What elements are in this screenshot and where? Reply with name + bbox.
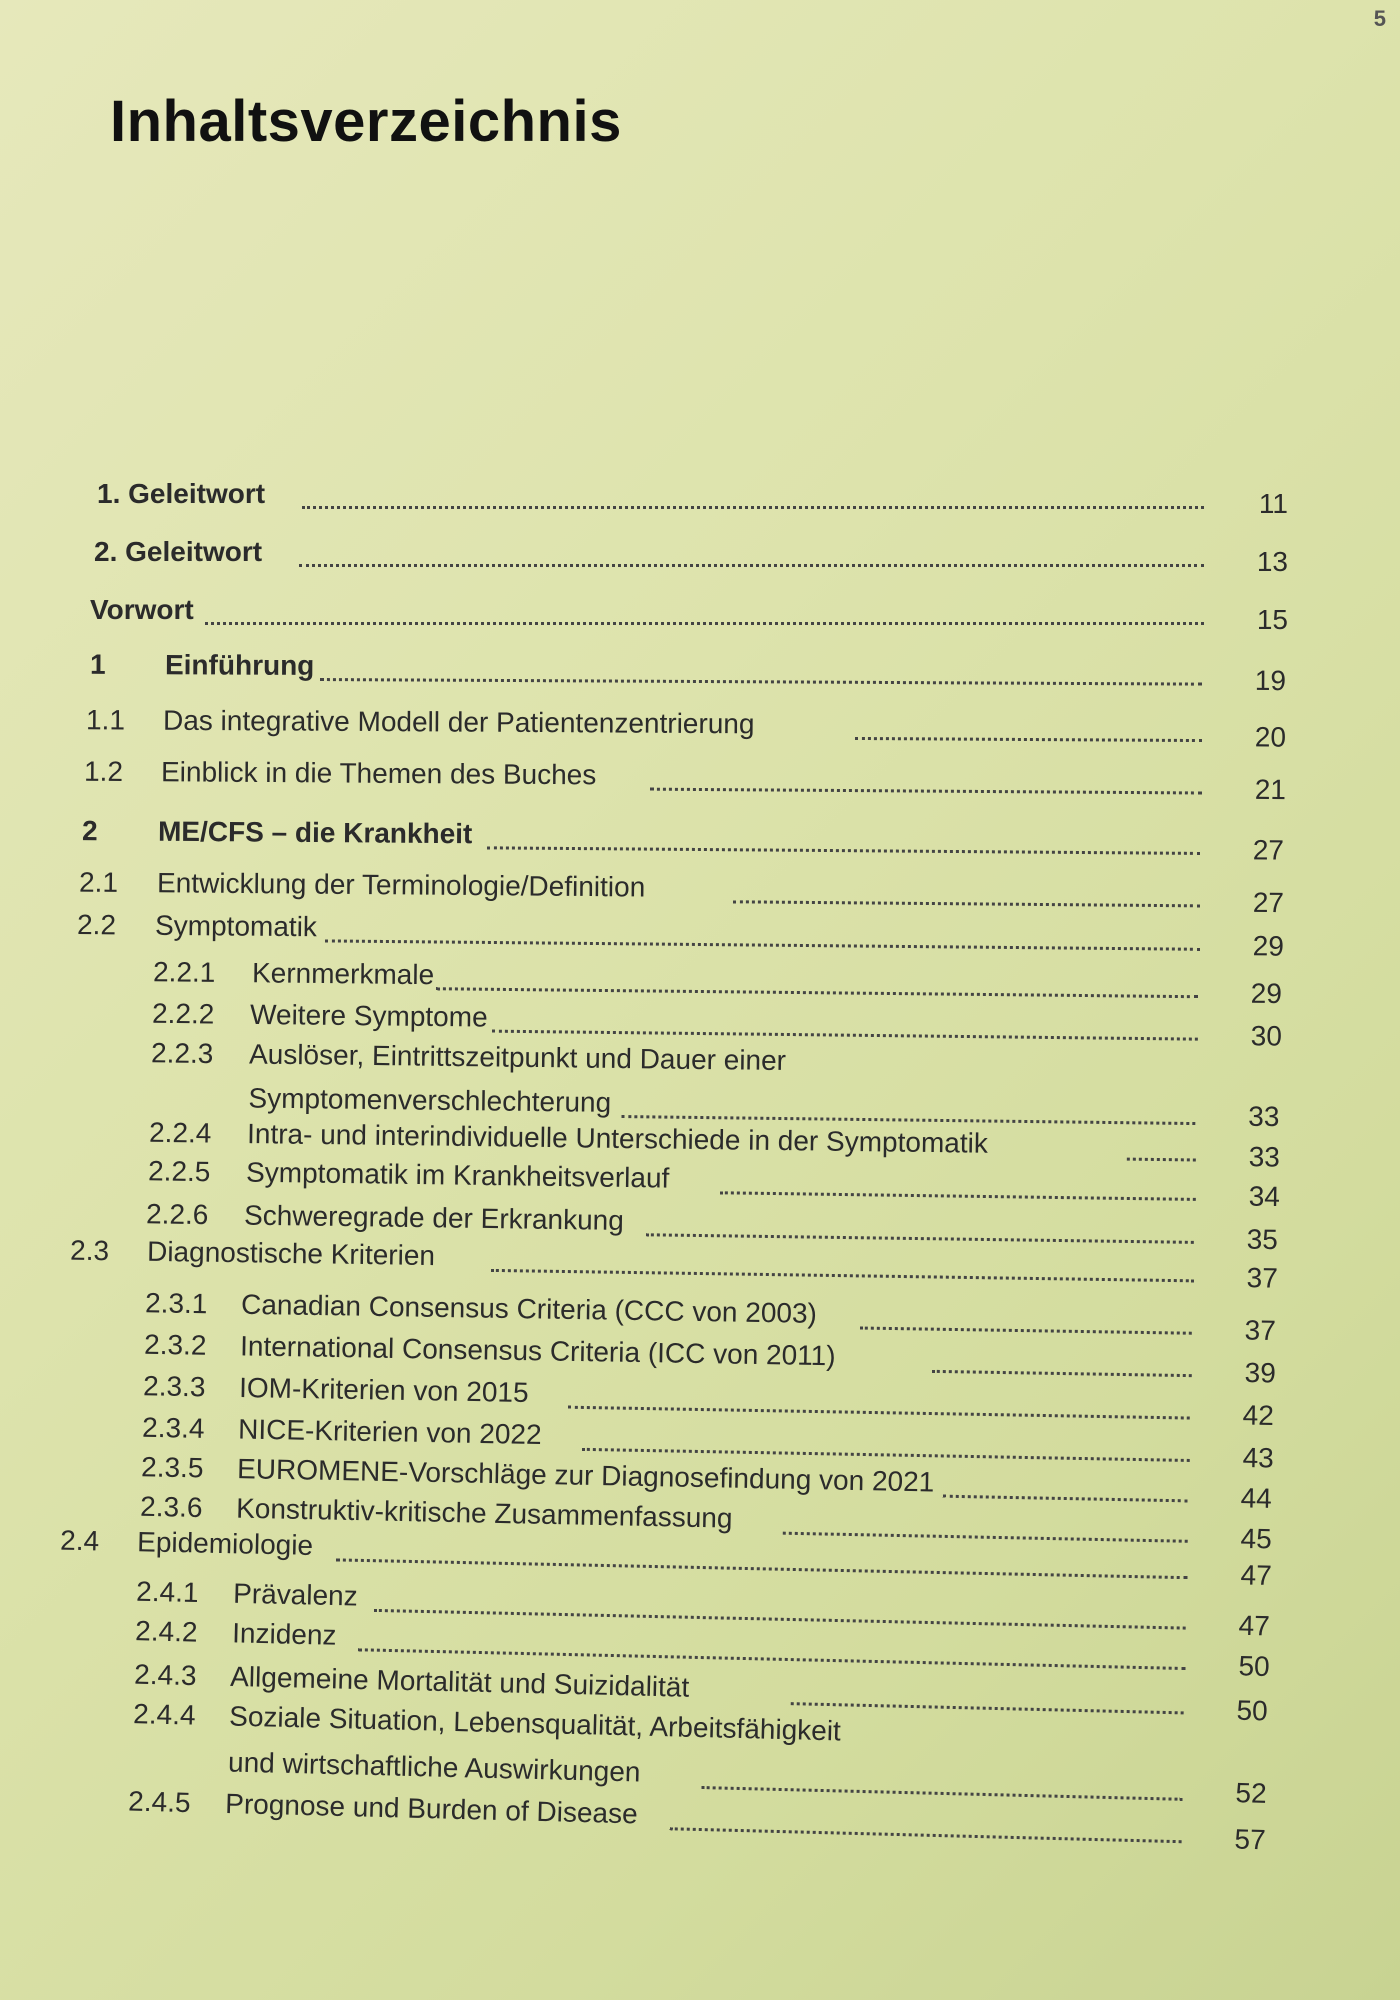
toc-leader-dots bbox=[649, 788, 1202, 795]
page-title: Inhaltsverzeichnis bbox=[110, 89, 622, 154]
toc-entry[interactable] bbox=[0, 594, 1400, 638]
toc-leader-dots bbox=[487, 846, 1200, 855]
toc-entry-number: 2.3.1 bbox=[144, 1287, 208, 1320]
toc-entry[interactable] bbox=[0, 648, 1400, 699]
toc-entry-number: 2.3.6 bbox=[139, 1490, 203, 1524]
toc-entry-label: Inzidenz bbox=[231, 1617, 337, 1651]
toc-entry-number: 2 bbox=[81, 815, 98, 847]
toc-entry-number: 2.2.4 bbox=[148, 1116, 212, 1149]
toc-entry-number: 2.2.2 bbox=[151, 997, 215, 1030]
toc-entry-number: 2.2.5 bbox=[147, 1155, 211, 1188]
toc-entry-label: Einblick in die Themen des Buches bbox=[160, 756, 597, 791]
toc-entry-page: 33 bbox=[1248, 1100, 1280, 1133]
toc-leader-dots bbox=[702, 1786, 1183, 1801]
toc-entry-label: ME/CFS – die Krankheit bbox=[157, 815, 473, 850]
toc-entry-label: Canadian Consensus Criteria (CCC von 2003) bbox=[240, 1288, 818, 1329]
toc-entry-number: Vorwort bbox=[90, 594, 194, 625]
toc-entry-number: 2.4.3 bbox=[133, 1658, 197, 1692]
toc-entry-label: NICE-Kriterien von 2022 bbox=[237, 1413, 542, 1451]
toc-entry-label: Symptomatik bbox=[154, 909, 318, 943]
toc-entry-label-continued: und wirtschaftliche Auswirkungen bbox=[227, 1746, 641, 1788]
toc-leader-dots bbox=[320, 678, 1202, 686]
toc-entry[interactable] bbox=[0, 704, 1400, 757]
toc-entry-page: 42 bbox=[1242, 1399, 1275, 1432]
toc-leader-dots bbox=[581, 1448, 1189, 1462]
toc-entry-page: 52 bbox=[1235, 1777, 1268, 1809]
toc-entry-label: Prävalenz bbox=[232, 1577, 359, 1612]
toc-entry[interactable] bbox=[0, 536, 1400, 580]
toc-entry-page: 27 bbox=[1252, 834, 1285, 866]
toc-entry-label: Symptomatik im Krankheitsverlauf bbox=[245, 1156, 670, 1194]
page-number: 5 bbox=[1373, 6, 1386, 31]
toc-leader-dots bbox=[943, 1495, 1188, 1503]
toc-entry-label: Prognose und Burden of Disease bbox=[224, 1787, 639, 1830]
toc-entry-label: Auslöser, Eintrittszeitpunkt und Dauer einer bbox=[248, 1038, 787, 1077]
toc-entry[interactable] bbox=[0, 755, 1400, 809]
toc-entry-label-continued: Symptomenverschlechterung bbox=[248, 1082, 612, 1118]
toc-entry-page: 50 bbox=[1238, 1650, 1271, 1682]
toc-leader-dots bbox=[670, 1827, 1182, 1843]
toc-entry-label: Soziale Situation, Lebensqualität, Arbeitsfähigkeit bbox=[228, 1700, 842, 1747]
toc-entry-page: 39 bbox=[1244, 1357, 1277, 1389]
toc-entry-label: IOM-Kriterien von 2015 bbox=[238, 1371, 529, 1409]
toc-entry-number: 2.4.5 bbox=[127, 1785, 191, 1819]
toc-entry-label: Konstruktiv-kritische Zusammenfassung bbox=[235, 1492, 733, 1534]
toc-entry-number: 2.4.2 bbox=[134, 1615, 198, 1648]
toc-entry-page: 44 bbox=[1240, 1482, 1273, 1514]
toc-entry-page: 27 bbox=[1252, 886, 1285, 919]
toc-entry-number: 2.3 bbox=[69, 1234, 110, 1267]
toc-entry-label: International Consensus Criteria (ICC von 2011) bbox=[239, 1330, 836, 1372]
toc-leader-dots bbox=[568, 1406, 1190, 1420]
toc-leader-dots bbox=[860, 1327, 1192, 1335]
toc-entry-number: 2.2 bbox=[76, 909, 117, 941]
toc-entry-page: 47 bbox=[1238, 1609, 1271, 1642]
toc-entry-number: 2.3.2 bbox=[143, 1328, 207, 1361]
toc-leader-dots bbox=[299, 564, 1204, 567]
toc-entry-number: 2.3.4 bbox=[141, 1411, 205, 1444]
toc-entry-number: 2.4.4 bbox=[132, 1698, 196, 1731]
toc-leader-dots bbox=[854, 737, 1202, 742]
toc-entry-number: 2.2.6 bbox=[145, 1198, 209, 1231]
toc-entry[interactable] bbox=[0, 815, 1400, 870]
toc-entry-label: Intra- und interindividuelle Unterschiede in der Symptomatik bbox=[246, 1118, 989, 1159]
toc-entry-page: 15 bbox=[1256, 604, 1288, 635]
toc-entry-number: 1.1 bbox=[85, 704, 126, 736]
toc-entry-page: 29 bbox=[1250, 977, 1283, 1010]
toc-leader-dots bbox=[205, 622, 1204, 625]
toc-entry-page: 20 bbox=[1254, 721, 1287, 753]
toc-leader-dots bbox=[732, 900, 1200, 907]
toc-entry-label: Kernmerkmale bbox=[251, 957, 435, 991]
toc-entry-page: 50 bbox=[1236, 1694, 1269, 1727]
toc-entry-number: 1. Geleitwort bbox=[97, 478, 266, 509]
toc-entry-page: 37 bbox=[1246, 1262, 1279, 1294]
toc-leader-dots bbox=[931, 1370, 1192, 1377]
toc-leader-dots bbox=[791, 1702, 1184, 1714]
toc-leader-dots bbox=[436, 987, 1198, 998]
toc-entry-page: 19 bbox=[1254, 664, 1287, 697]
toc-entry-page: 11 bbox=[1258, 488, 1288, 519]
toc-entry-number: 1 bbox=[89, 648, 106, 680]
toc-entry-label: Das integrative Modell der Patientenzentrierung bbox=[162, 704, 755, 740]
toc-leader-dots bbox=[302, 506, 1204, 509]
toc-entry[interactable] bbox=[0, 478, 1400, 522]
toc-entry-page: 21 bbox=[1254, 773, 1287, 806]
toc-entry-label: Epidemiologie bbox=[136, 1526, 314, 1561]
toc-entry-page: 35 bbox=[1246, 1223, 1279, 1256]
toc-entry-page: 33 bbox=[1248, 1141, 1281, 1173]
toc-leader-dots bbox=[492, 1030, 1198, 1041]
toc-entry-page: 34 bbox=[1248, 1180, 1281, 1213]
toc-entry[interactable] bbox=[0, 1782, 1400, 1861]
toc-entry-number: 2.3.3 bbox=[142, 1370, 206, 1403]
toc-entry-number: 2.1 bbox=[78, 866, 119, 898]
toc-entry-number: 2.4 bbox=[59, 1524, 100, 1557]
toc-entry-label: Weitere Symptome bbox=[249, 998, 488, 1033]
toc-entry-label: Diagnostische Kriterien bbox=[146, 1235, 436, 1272]
toc-leader-dots bbox=[324, 939, 1199, 950]
toc-entry-number: 2.3.5 bbox=[140, 1451, 204, 1484]
toc-entry-number: 2.2.1 bbox=[152, 956, 216, 988]
toc-entry-page: 57 bbox=[1234, 1823, 1267, 1856]
toc-leader-dots bbox=[645, 1233, 1193, 1244]
toc-entry-number: 2. Geleitwort bbox=[94, 536, 263, 567]
toc-entry-number: 2.2.3 bbox=[150, 1037, 214, 1070]
toc-entry-page: 37 bbox=[1244, 1314, 1277, 1347]
toc-entry-page: 13 bbox=[1256, 546, 1288, 577]
toc-entry-page: 45 bbox=[1240, 1522, 1273, 1555]
toc-leader-dots bbox=[1127, 1158, 1196, 1162]
toc-leader-dots bbox=[335, 1558, 1187, 1579]
toc-entry-label: Schweregrade der Erkrankung bbox=[243, 1199, 625, 1236]
toc-entry-page: 29 bbox=[1252, 930, 1285, 962]
toc-entry-label: Einführung bbox=[164, 649, 315, 681]
toc-entry-label: Allgemeine Mortalität und Suizidalität bbox=[229, 1660, 690, 1703]
toc-leader-dots bbox=[720, 1191, 1196, 1201]
toc-entry-label: EUROMENE-Vorschläge zur Diagnosefindung von 2021 bbox=[236, 1453, 935, 1498]
toc-entry-page: 43 bbox=[1242, 1441, 1275, 1474]
toc-entry-number: 2.4.1 bbox=[135, 1575, 199, 1609]
toc-leader-dots bbox=[490, 1269, 1193, 1282]
toc-entry-label: Entwicklung der Terminologie/Definition bbox=[156, 867, 646, 903]
toc-entry-number: 1.2 bbox=[83, 755, 124, 787]
toc-entry-page: 47 bbox=[1240, 1559, 1273, 1591]
toc-entry-page: 30 bbox=[1250, 1020, 1283, 1052]
